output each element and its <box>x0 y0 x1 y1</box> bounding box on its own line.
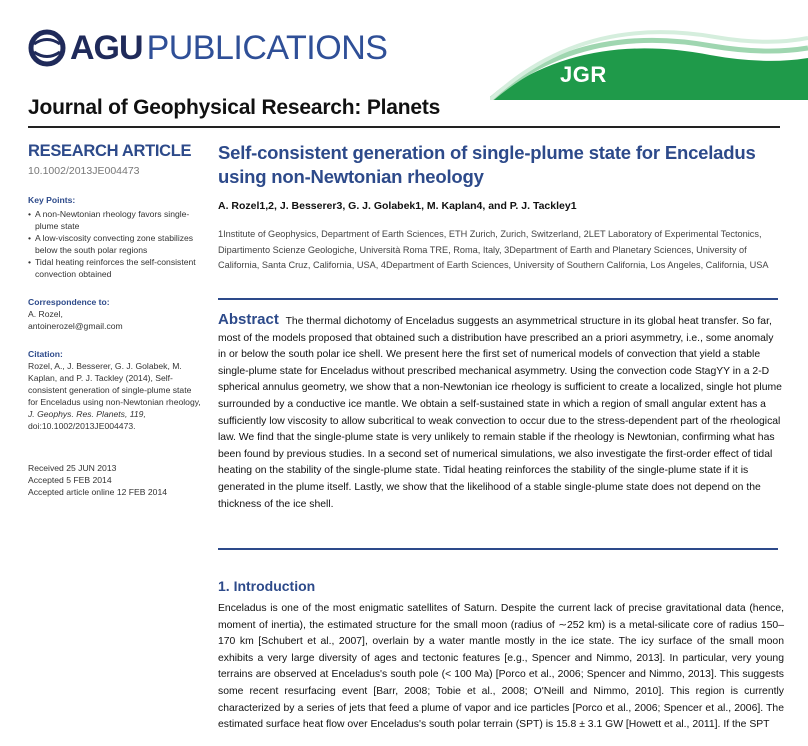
journal-title: Journal of Geophysical Research: Planets <box>28 96 441 119</box>
jgr-wordmark: JGR <box>560 62 607 87</box>
abstract-bottom-rule <box>218 548 778 550</box>
abstract-text: The thermal dichotomy of Enceladus suggests an asymmetrical structure in its global heat transfer. So far, most of the models proposed that obtained such a distribution have prescribed an a priori asymmetry, i.e., some anomaly in or below the south polar ice shell. We present here the first set of numerical models of convection that yield a stable single-plume state for Enceladus without prescribed mechanical asymmetry. Using the convection code StagYY in a 2-D spherical annulus geometry, we show that a non-Newtonian ice rheology is sufficient to create a localized, single hot plume surrounded by a conductive ice mantle. We obtain a self-sustained state in which a region of small angular extent has a sufficiently low viscosity to allow subcritical to weak convection to occur due to the stress-dependent part of the rheological law. We find that the single-plume state is very unlikely to remain stable if the rheology is Newtonian, confirming what has been found by previous studies. In a second set of numerical simulations, we also investigate the first-order effect of tidal heating on the stability of the single-plume state. Tidal heating reinforces the stability of the single-plume state if it is generated in the plume itself. Lastly, we show that the likelihood of a stable single-plume state does not depend on the thickness of the ice shell. <box>218 316 782 510</box>
abstract-heading: Abstract <box>218 311 279 328</box>
article-title: Self-consistent generation of single-plume state for Enceladus using non-Newtonian rheology <box>218 142 756 187</box>
key-point: • A low-viscosity convecting zone stabilizes below the south polar regions <box>28 232 203 256</box>
author-list: A. Rozel1,2, J. Besserer3, G. J. Golabek1, M. Kaplan4, and P. J. Tackley1 <box>218 200 577 212</box>
affiliations: 1Institute of Geophysics, Department of Earth Sciences, ETH Zurich, Zurich, Switzerland, 2LET Laboratory of Experimental Tectonics, Dipartimento Scienze Geologiche, Università Roma TRE, Roma, Italy, 3Department of Earth and Planetary Sciences, University of California, Santa Cruz, California, USA, 4Department of Earth Sciences, University of Southern California, Los Angeles, California, USA <box>218 229 769 270</box>
article-type: RESEARCH ARTICLE <box>28 142 192 160</box>
agu-globe-icon <box>28 29 68 67</box>
citation-journal: J. Geophys. Res. Planets, 119, <box>28 409 146 419</box>
publications-wordmark: PUBLICATIONS <box>146 29 388 67</box>
accepted-date: Accepted 5 FEB 2014 <box>28 475 112 485</box>
citation-text: Rozel, A., J. Besserer, G. J. Golabek, M. Kaplan, and P. J. Tackley (2014), Self-consistent generation of single-plume state for Enceladus using non-Newtonian rheology, <box>28 361 201 407</box>
citation-heading: Citation: <box>28 349 63 359</box>
abstract-top-rule <box>218 298 778 300</box>
citation-block <box>28 360 203 432</box>
received-date: Received 25 JUN 2013 <box>28 463 117 473</box>
key-point: • Tidal heating reinforces the self-consistent convection obtained <box>28 256 203 280</box>
doi-link[interactable]: 10.1002/2013JE004473 <box>28 165 140 177</box>
key-points-heading: Key Points: <box>28 195 76 205</box>
correspondence-heading: Correspondence to: <box>28 297 110 307</box>
sidebar <box>28 140 203 498</box>
introduction-text: Enceladus is one of the most enigmatic satellites of Saturn. Despite the current lack of precise gravitational data (hence, moment of inertia), the estimated structure for the small moon (radius of ∼252 km) is a metal-silicate core of radius 150–170 km [Schubert et al., 2007], overlain by a water mantle mostly in the ice state. The icy surface of the small moon exhibits a very large diversity of ages and tectonic features [e.g., Spencer and Nimmo, 2013]. In particular, very young terrains are observed at Enceladus's south pole (< 100 Ma) [Porco et al., 2006; Spencer and Nimmo, 2013]. This suggests some recent resurfacing event [Barr, 2008; Tobie et al., 2008; O'Neill and Nimmo, 2010]. This region is currently characterized by a series of jets that feed a plume of vapor and ice particles [Porco et al., 2006; Spencer et al., 2006]. The estimated surface heat flow over Enceladus's south polar terrain (SPT) is 15.8 ± 3.1 GW [Howett et al., 2011]. If the SPT <box>218 603 784 731</box>
key-point: • A non-Newtonian rheology favors single-plume state <box>28 208 203 232</box>
header-divider <box>28 126 780 128</box>
introduction-heading: 1. Introduction <box>218 578 316 594</box>
abstract <box>218 312 784 513</box>
agu-wordmark: AGU <box>70 29 143 67</box>
key-points-list <box>28 208 203 280</box>
jgr-logo-band <box>490 0 808 100</box>
correspondence-name: A. Rozel, <box>28 309 63 319</box>
correspondence-email[interactable]: antoinerozel@gmail.com <box>28 321 123 331</box>
accepted-online-date: Accepted article online 12 FEB 2014 <box>28 487 168 497</box>
citation-doi[interactable]: doi:10.1002/2013JE004473. <box>28 421 136 431</box>
agu-publications-logo <box>28 28 387 68</box>
